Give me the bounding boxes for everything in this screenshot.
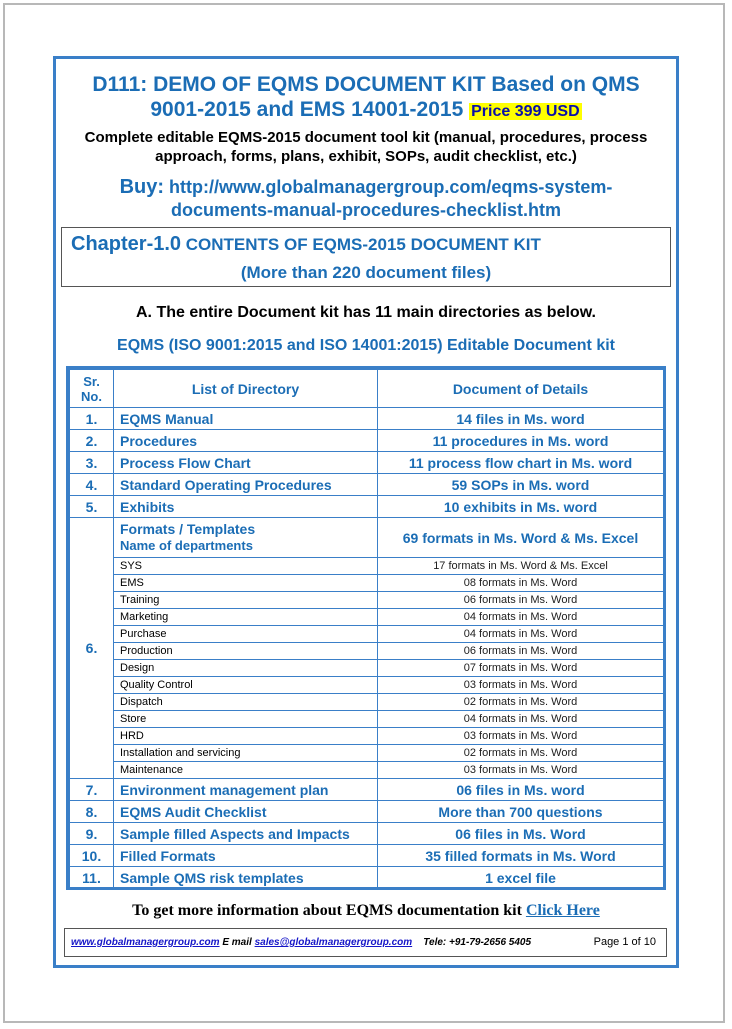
department-row [70,694,664,711]
formats-sr: 6. [70,518,114,779]
row-directory: Process Flow Chart [114,452,378,474]
row-directory: Environment management plan [114,779,378,801]
buy-url-part1[interactable]: http://www.globalmanagergroup.com/eqms-system- [169,177,613,197]
row-directory: Procedures [114,430,378,452]
header-sr-line1: Sr. [83,373,100,389]
department-name: Purchase [114,626,378,643]
department-name: HRD [114,728,378,745]
chapter-subtitle: (More than 220 document files) [240,263,492,282]
formats-subtitle: Name of departments [120,538,253,553]
table-header-row [70,370,664,408]
footer-contact [71,937,531,948]
row-details: 11 process flow chart in Ms. word [378,452,664,474]
department-details: 04 formats in Ms. Word [378,626,664,643]
row-directory: Filled Formats [114,845,378,867]
row-sr: 10. [70,845,114,867]
row-details: 35 filled formats in Ms. Word [378,845,664,867]
row-details: 10 exhibits in Ms. word [378,496,664,518]
table-row [70,408,664,430]
row-details: 1 excel file [378,867,664,889]
row-details: 11 procedures in Ms. word [378,430,664,452]
department-row [70,711,664,728]
department-row [70,643,664,660]
row-details: 14 files in Ms. word [378,408,664,430]
formats-directory [114,518,378,558]
chapter-prefix: Chapter-1.0 [71,233,182,255]
row-directory: EQMS Audit Checklist [114,801,378,823]
row-sr: 11. [70,867,114,889]
subtitle-line1: Complete editable EQMS-2015 document tool kit (manual, procedures, process [84,129,648,146]
department-row [70,626,664,643]
department-details: 02 formats in Ms. Word [378,694,664,711]
department-row [70,592,664,609]
department-row [70,575,664,592]
formats-row [70,518,664,558]
department-details: 17 formats in Ms. Word & Ms. Excel [378,558,664,575]
footer-tel: Tele: +91-79-2656 5405 [423,937,532,948]
header-sr [70,370,114,408]
row-sr: 8. [70,801,114,823]
row-details: More than 700 questions [378,801,664,823]
header-details: Document of Details [378,370,664,408]
doc-title-line1: D111: DEMO OF EQMS DOCUMENT KIT Based on QMS [92,73,640,96]
table-row [70,474,664,496]
doc-title-line2-container [60,97,672,124]
row-directory: Sample QMS risk templates [114,867,378,889]
row-sr: 2. [70,430,114,452]
header-directory: List of Directory [114,370,378,408]
chapter-heading [71,233,541,256]
row-details: 06 files in Ms. word [378,779,664,801]
info-line [60,902,672,920]
department-details: 08 formats in Ms. Word [378,575,664,592]
header-sr-line2: No. [81,388,102,404]
row-sr: 7. [70,779,114,801]
directory-table [66,366,666,890]
price-badge: Price 399 USD [471,103,580,120]
department-name: Installation and servicing [114,745,378,762]
row-directory: Sample filled Aspects and Impacts [114,823,378,845]
department-details: 03 formats in Ms. Word [378,728,664,745]
doc-title-line2: 9001-2015 and EMS 14001-2015 [150,98,464,121]
department-details: 02 formats in Ms. Word [378,745,664,762]
chapter-title: CONTENTS OF EQMS-2015 DOCUMENT KIT [185,235,541,254]
row-details: 59 SOPs in Ms. word [378,474,664,496]
department-name: Marketing [114,609,378,626]
subtitle-line2: approach, forms, plans, exhibit, SOPs, audit checklist, etc.) [155,148,577,165]
row-directory: Exhibits [114,496,378,518]
department-name: Design [114,660,378,677]
info-text: To get more information about EQMS documentation kit [132,902,522,919]
formats-title: Formats / Templates [120,521,256,537]
department-details: 06 formats in Ms. Word [378,643,664,660]
department-details: 06 formats in Ms. Word [378,592,664,609]
department-details: 03 formats in Ms. Word [378,677,664,694]
row-directory: Standard Operating Procedures [114,474,378,496]
footer-email-label: E mail [222,937,252,948]
row-sr: 4. [70,474,114,496]
table-row [70,845,664,867]
table-row [70,779,664,801]
section-a-heading: A. The entire Document kit has 11 main directories as below. [136,304,596,321]
footer-email-link[interactable]: sales@globalmanagergroup.com [254,937,413,948]
formats-details: 69 formats in Ms. Word & Ms. Excel [378,518,664,558]
page-number: Page 1 of 10 [593,936,656,948]
buy-url-part2[interactable]: documents-manual-procedures-checklist.htm [170,200,562,220]
row-sr: 5. [70,496,114,518]
department-name: Training [114,592,378,609]
department-details: 04 formats in Ms. Word [378,711,664,728]
table-row [70,496,664,518]
row-sr: 3. [70,452,114,474]
department-name: Dispatch [114,694,378,711]
table-row [70,801,664,823]
section-b-heading: EQMS (ISO 9001:2015 and ISO 14001:2015) Editable Document kit [117,337,615,354]
department-row [70,660,664,677]
department-name: EMS [114,575,378,592]
department-details: 04 formats in Ms. Word [378,609,664,626]
row-sr: 1. [70,408,114,430]
department-details: 03 formats in Ms. Word [378,762,664,779]
footer [64,928,667,957]
department-name: Maintenance [114,762,378,779]
department-row [70,745,664,762]
department-row [70,728,664,745]
row-directory: EQMS Manual [114,408,378,430]
department-name: Production [114,643,378,660]
table-row [70,867,664,889]
department-name: Quality Control [114,677,378,694]
buy-line1 [60,176,672,199]
department-row [70,762,664,779]
click-here-link[interactable]: Click Here [525,902,600,919]
department-row [70,558,664,575]
department-name: SYS [114,558,378,575]
department-row [70,609,664,626]
department-name: Store [114,711,378,728]
department-row [70,677,664,694]
buy-label: Buy: [119,176,165,198]
footer-website-link[interactable]: www.globalmanagergroup.com [71,937,220,948]
department-details: 07 formats in Ms. Word [378,660,664,677]
table-row [70,430,664,452]
table-row [70,452,664,474]
row-sr: 9. [70,823,114,845]
table-row [70,823,664,845]
chapter-box [61,227,671,287]
row-details: 06 files in Ms. Word [378,823,664,845]
